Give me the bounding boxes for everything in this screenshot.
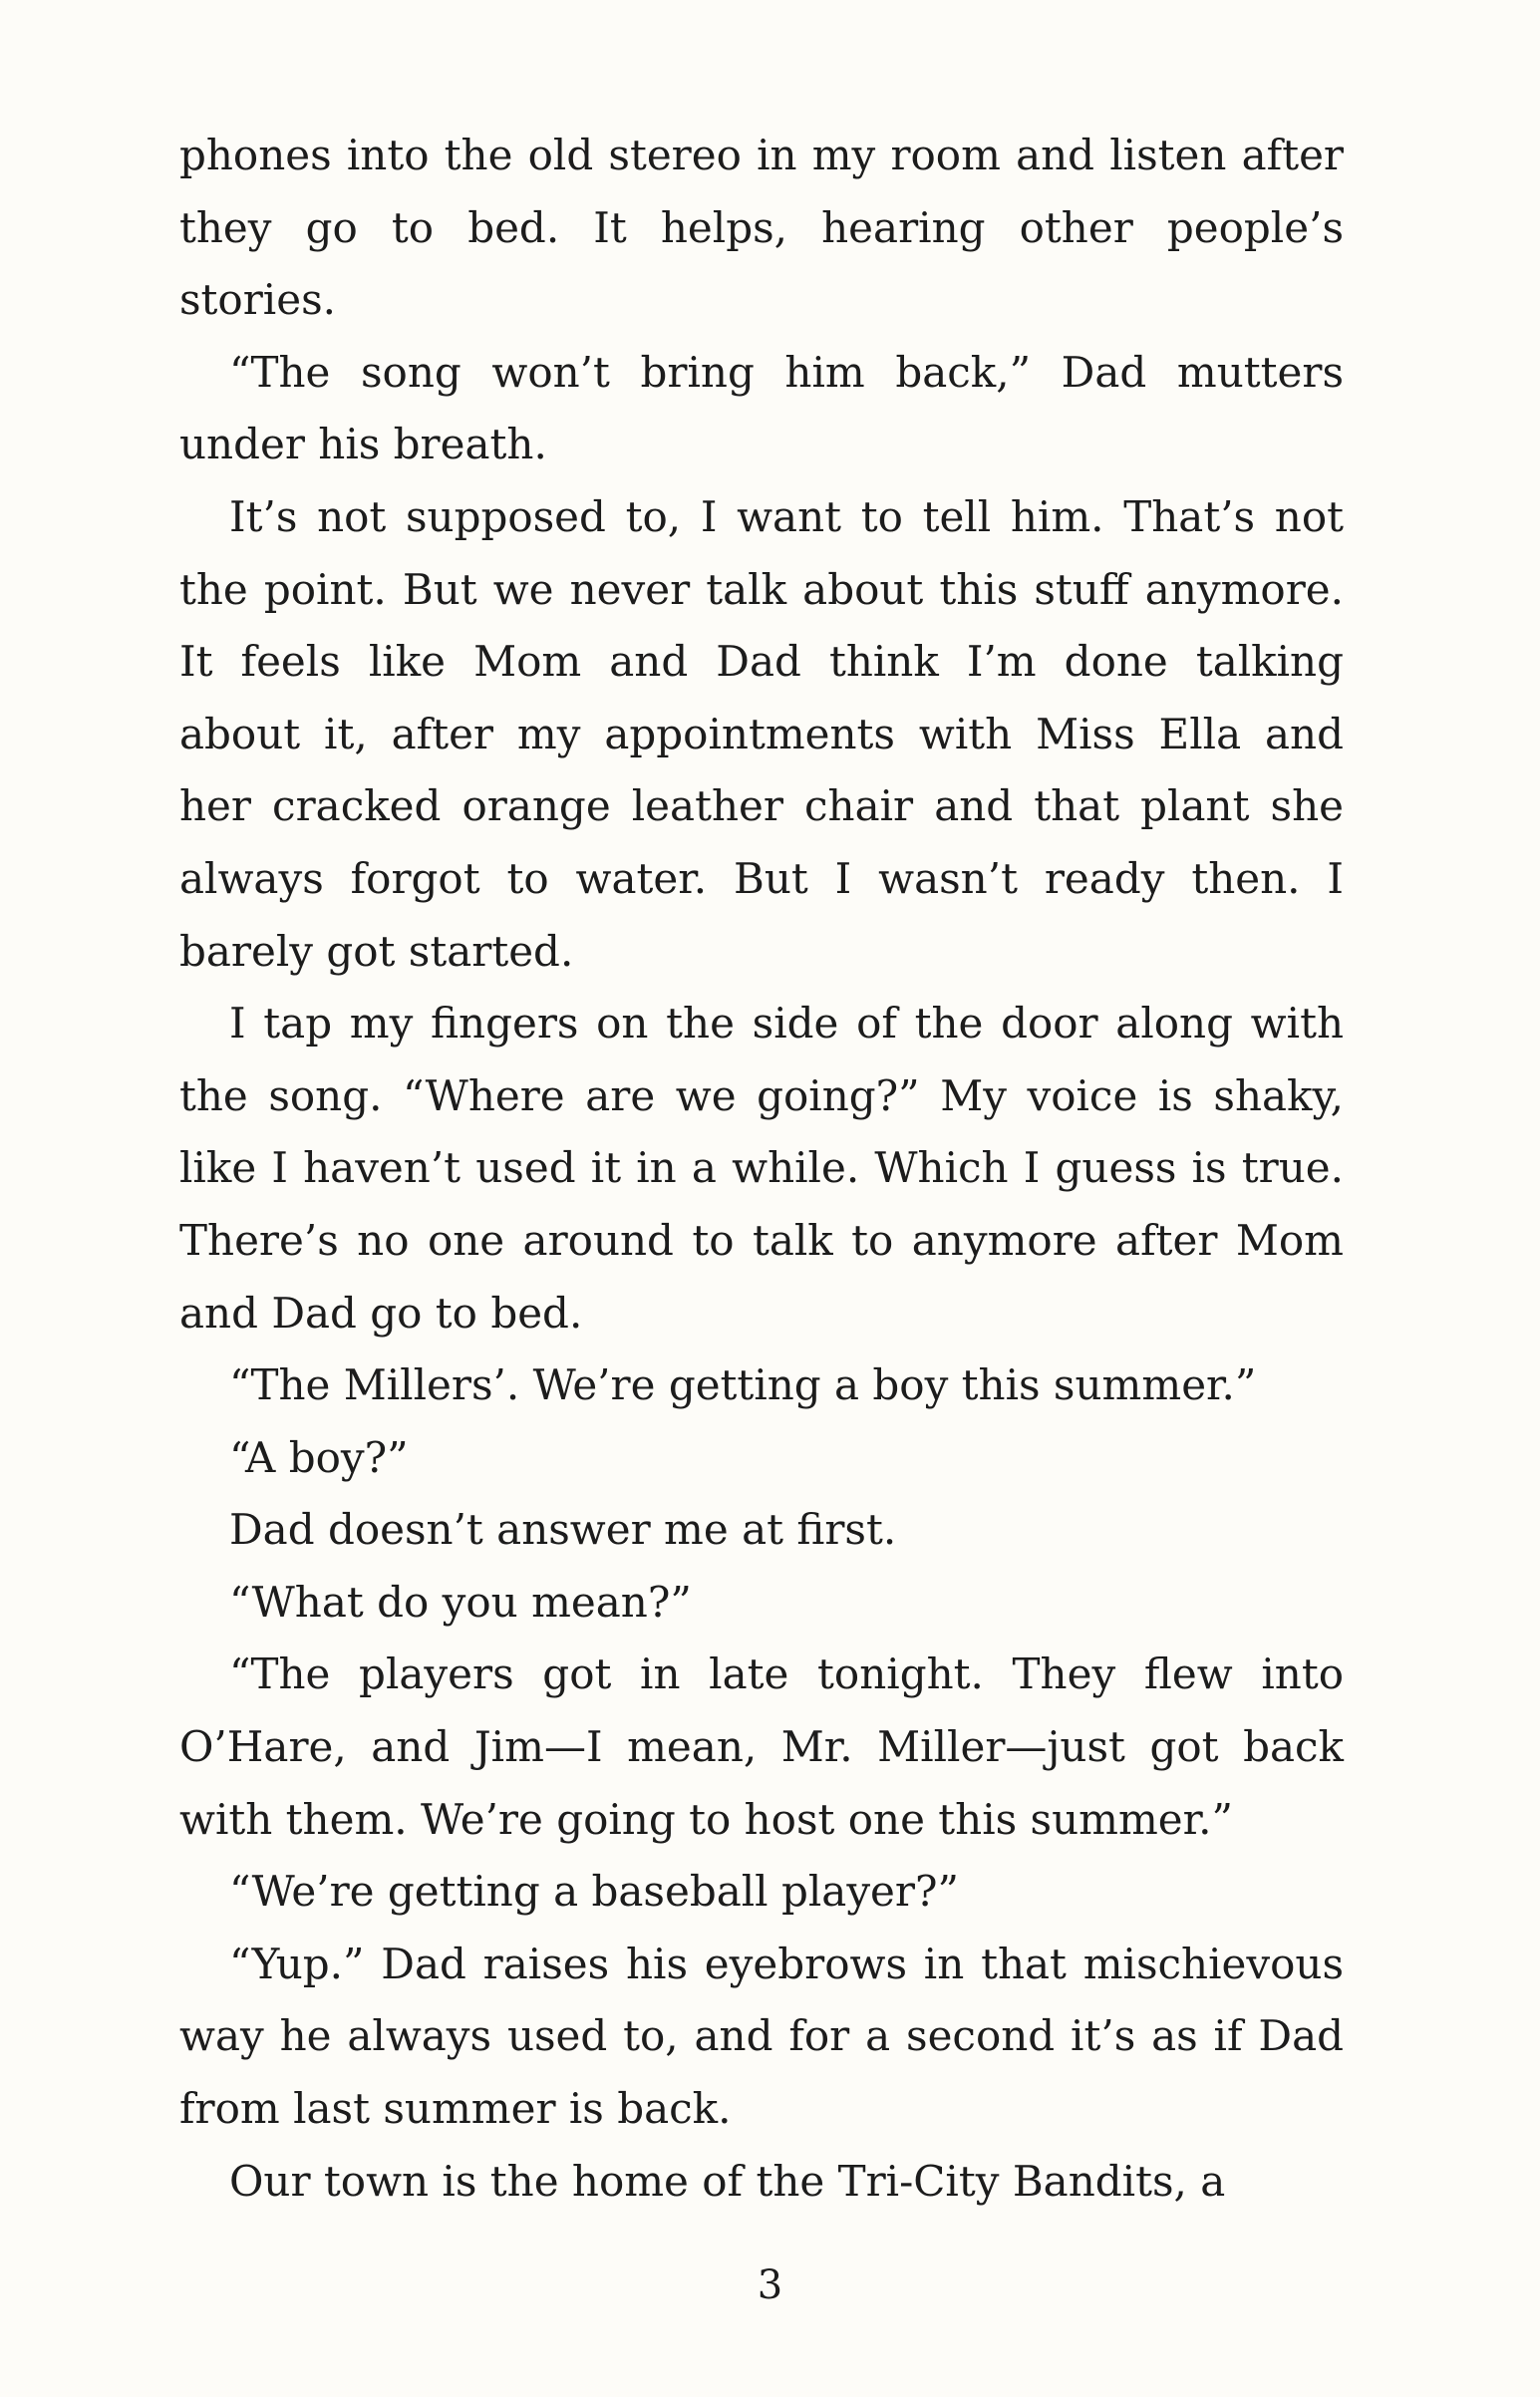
paragraph-1: phones into the old stereo in my room and listen after they go to bed. It helps, hearing other people’s stories. <box>179 131 1344 325</box>
paragraph-9: “The players got in late tonight. They flew into O’Hare, and Jim—I mean, Mr. Miller—just got back with them. We’re going to host one this summer.” <box>179 1649 1344 1844</box>
paragraph-11: “Yup.” Dad raises his eyebrows in that mischievous way he always used to, and for a second it’s as if Dad from last summer is back. <box>179 1939 1344 2134</box>
paragraph-4: I tap my fingers on the side of the door along with the song. “Where are we going?” My voice is shaky, like I haven’t used it in a while. Which I guess is true. There’s no one around to talk to anymore after Mom and Dad go to bed. <box>179 999 1344 1338</box>
paragraph-5: “The Millers’. We’re getting a boy this summer.” <box>229 1360 1257 1410</box>
body-text <box>179 120 1344 2218</box>
page-number: 3 <box>757 2262 783 2308</box>
paragraph-6: “A boy?” <box>229 1432 409 1482</box>
paragraph-10: “We’re getting a baseball player?” <box>229 1867 959 1917</box>
paragraph-12: Our town is the home of the Tri-City Bandits, a <box>229 2156 1226 2206</box>
paragraph-3: It’s not supposed to, I want to tell him. That’s not the point. But we never talk about this stuff anymore. It feels like Mom and Dad think I’m done talking about it, after my appointments with Miss Ella and her cracked orange leather chair and that plant she always forgot to water. But I wasn’t ready then. I barely got started. <box>179 491 1344 976</box>
paragraph-7: Dad doesn’t answer me at first. <box>229 1505 897 1555</box>
paragraph-2: “The song won’t bring him back,” Dad mutters under his breath. <box>179 347 1344 469</box>
paragraph-8: “What do you mean?” <box>229 1577 692 1627</box>
